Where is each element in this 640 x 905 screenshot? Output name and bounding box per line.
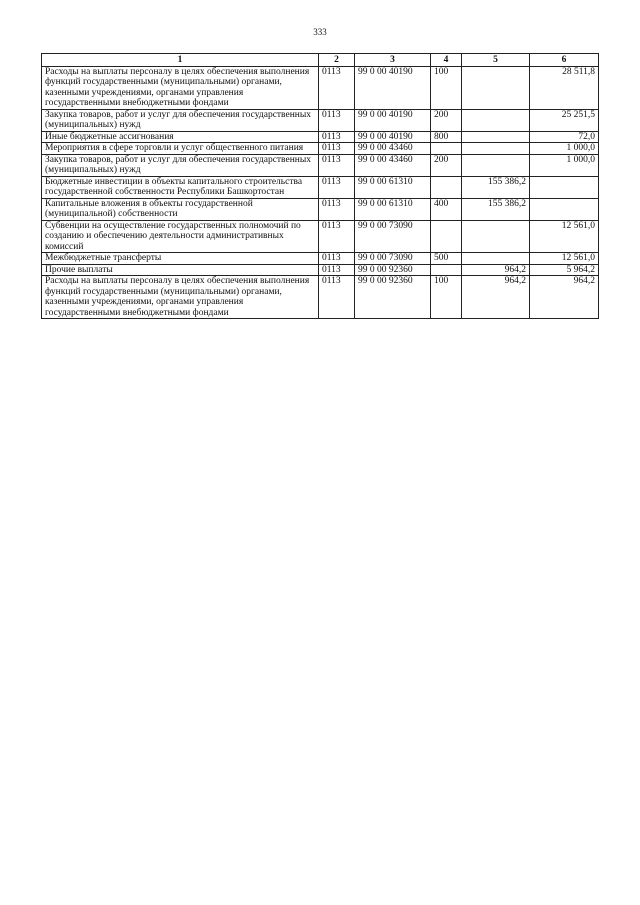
expense-type-cell: 200: [431, 109, 462, 131]
table-row: [42, 66, 599, 109]
table-row: [42, 276, 599, 319]
table-row: [42, 131, 599, 143]
amount-col5-cell: [462, 131, 530, 143]
target-item-cell: 99 0 00 92360: [355, 276, 431, 319]
amount-col6-cell: 1 000,0: [530, 154, 599, 176]
expense-name-cell: Мероприятия в сфере торговли и услуг общественного питания: [42, 143, 319, 155]
target-item-cell: 99 0 00 61310: [355, 198, 431, 220]
amount-col6-cell: [530, 176, 599, 198]
column-header: 2: [319, 54, 355, 67]
amount-col5-cell: [462, 143, 530, 155]
expense-name-cell: Капитальные вложения в объекты государственной (муниципальной) собственности: [42, 198, 319, 220]
section-code-cell: 0113: [319, 276, 355, 319]
amount-col6-cell: 28 511,8: [530, 66, 599, 109]
section-code-cell: 0113: [319, 253, 355, 265]
column-header: 4: [431, 54, 462, 67]
table-row: [42, 154, 599, 176]
table-row: [42, 176, 599, 198]
table-row: [42, 220, 599, 253]
table-row: [42, 109, 599, 131]
section-code-cell: 0113: [319, 143, 355, 155]
expense-type-cell: [431, 176, 462, 198]
section-code-cell: 0113: [319, 220, 355, 253]
section-code-cell: 0113: [319, 109, 355, 131]
amount-col6-cell: 964,2: [530, 276, 599, 319]
table-header-row: [42, 54, 599, 67]
target-item-cell: 99 0 00 73090: [355, 220, 431, 253]
target-item-cell: 99 0 00 40190: [355, 66, 431, 109]
expense-name-cell: Расходы на выплаты персоналу в целях обеспечения выполнения функций государственными (муниципальными) органами, казенными учреждениями, органами управления государственными внебюджетными фондами: [42, 276, 319, 319]
table-row: [42, 253, 599, 265]
expense-name-cell: Закупка товаров, работ и услуг для обеспечения государственных (муниципальных) нужд: [42, 109, 319, 131]
target-item-cell: 99 0 00 73090: [355, 253, 431, 265]
target-item-cell: 99 0 00 61310: [355, 176, 431, 198]
amount-col6-cell: 12 561,0: [530, 253, 599, 265]
expense-type-cell: 100: [431, 66, 462, 109]
expense-type-cell: [431, 143, 462, 155]
table-row: [42, 264, 599, 276]
table-row: [42, 198, 599, 220]
amount-col5-cell: [462, 154, 530, 176]
expense-name-cell: Субвенции на осуществление государственных полномочий по созданию и обеспечению деятельности административных комиссий: [42, 220, 319, 253]
amount-col6-cell: 72,0: [530, 131, 599, 143]
section-code-cell: 0113: [319, 264, 355, 276]
section-code-cell: 0113: [319, 131, 355, 143]
section-code-cell: 0113: [319, 198, 355, 220]
expense-type-cell: 200: [431, 154, 462, 176]
section-code-cell: 0113: [319, 176, 355, 198]
amount-col6-cell: 25 251,5: [530, 109, 599, 131]
amount-col5-cell: 964,2: [462, 276, 530, 319]
amount-col6-cell: 5 964,2: [530, 264, 599, 276]
amount-col6-cell: 1 000,0: [530, 143, 599, 155]
expense-name-cell: Межбюджетные трансферты: [42, 253, 319, 265]
amount-col6-cell: 12 561,0: [530, 220, 599, 253]
target-item-cell: 99 0 00 40190: [355, 131, 431, 143]
column-header: 1: [42, 54, 319, 67]
expense-type-cell: 100: [431, 276, 462, 319]
amount-col6-cell: [530, 198, 599, 220]
section-code-cell: 0113: [319, 66, 355, 109]
expense-name-cell: Иные бюджетные ассигнования: [42, 131, 319, 143]
amount-col5-cell: [462, 66, 530, 109]
section-code-cell: 0113: [319, 154, 355, 176]
target-item-cell: 99 0 00 40190: [355, 109, 431, 131]
expense-name-cell: Закупка товаров, работ и услуг для обеспечения государственных (муниципальных) нужд: [42, 154, 319, 176]
target-item-cell: 99 0 00 92360: [355, 264, 431, 276]
amount-col5-cell: 155 386,2: [462, 176, 530, 198]
page-number: 333: [313, 27, 327, 37]
amount-col5-cell: 964,2: [462, 264, 530, 276]
amount-col5-cell: [462, 253, 530, 265]
column-header: 3: [355, 54, 431, 67]
expense-type-cell: [431, 220, 462, 253]
amount-col5-cell: 155 386,2: [462, 198, 530, 220]
column-header: 5: [462, 54, 530, 67]
column-header: 6: [530, 54, 599, 67]
table-row: [42, 143, 599, 155]
amount-col5-cell: [462, 220, 530, 253]
expense-type-cell: 500: [431, 253, 462, 265]
expense-name-cell: Расходы на выплаты персоналу в целях обеспечения выполнения функций государственными (муниципальными) органами, казенными учреждениями, органами управления государственными внебюджетными фондами: [42, 66, 319, 109]
expense-type-cell: 800: [431, 131, 462, 143]
expense-type-cell: 400: [431, 198, 462, 220]
target-item-cell: 99 0 00 43460: [355, 154, 431, 176]
expense-type-cell: [431, 264, 462, 276]
expense-name-cell: Бюджетные инвестиции в объекты капитального строительства государственной собственности Республики Башкортостан: [42, 176, 319, 198]
expense-name-cell: Прочие выплаты: [42, 264, 319, 276]
amount-col5-cell: [462, 109, 530, 131]
budget-table: [41, 53, 599, 319]
target-item-cell: 99 0 00 43460: [355, 143, 431, 155]
